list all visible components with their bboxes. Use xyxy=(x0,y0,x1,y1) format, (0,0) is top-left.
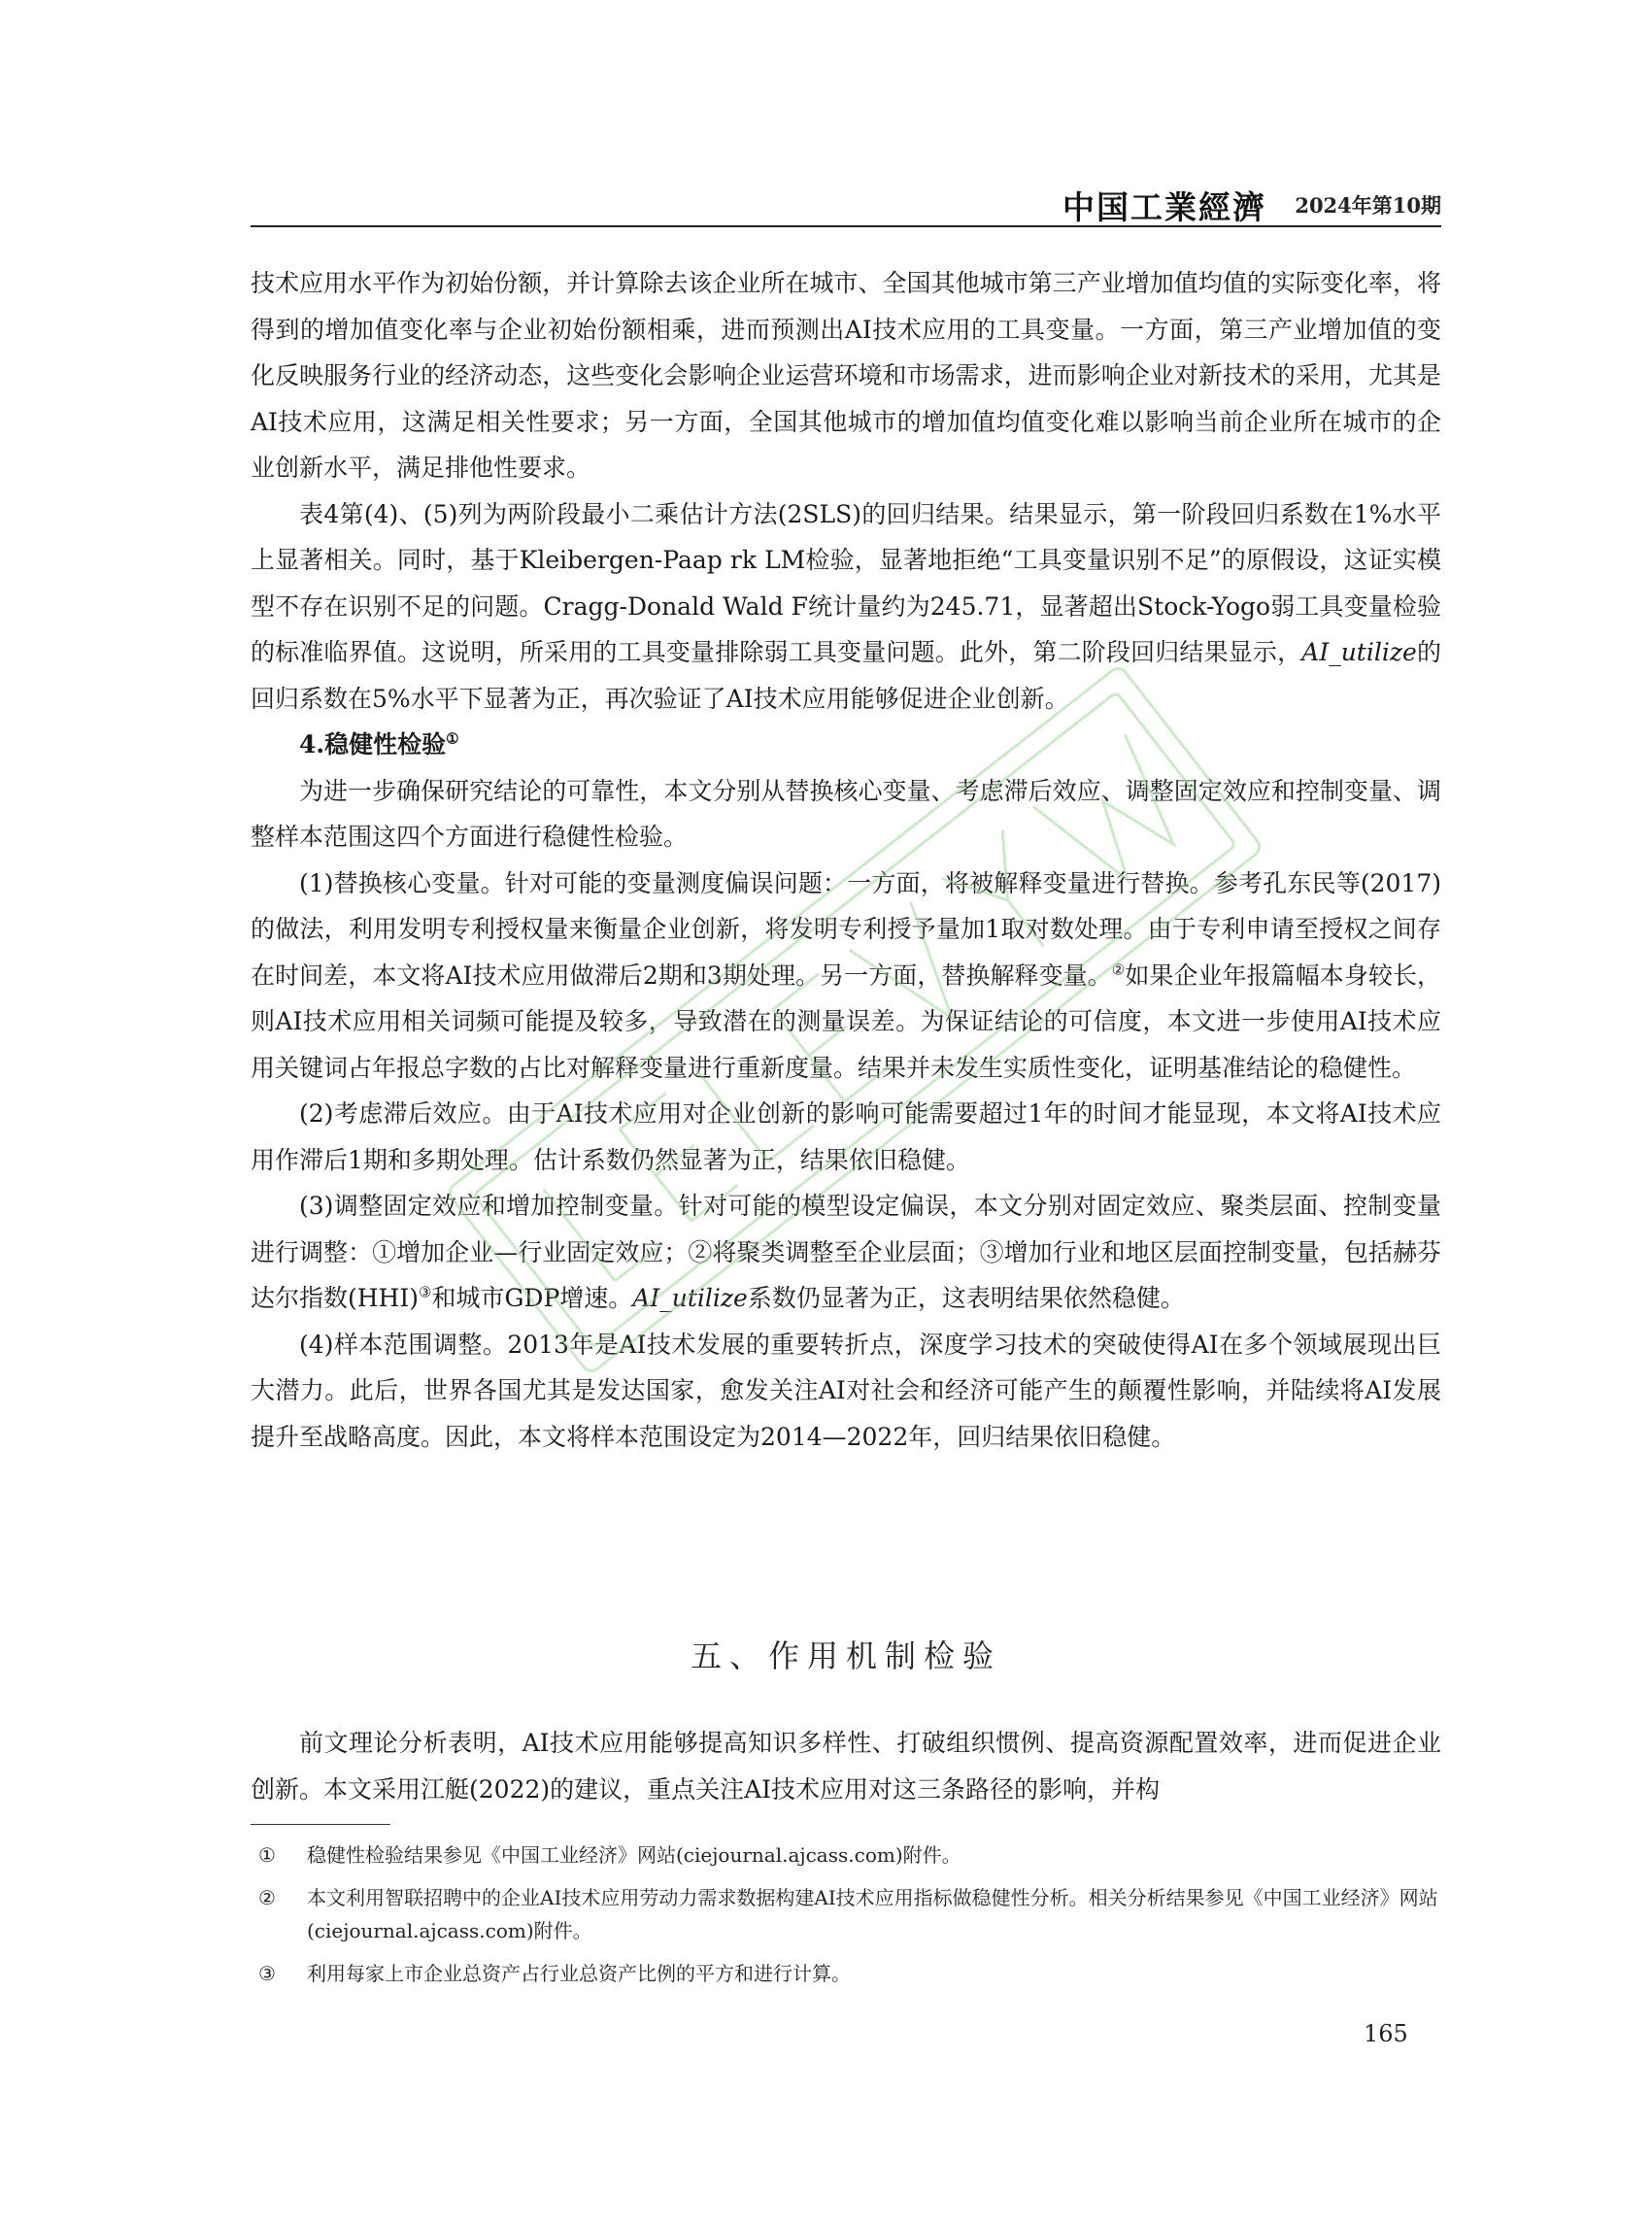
footnote-divider xyxy=(251,1824,390,1825)
paragraph-6-text-c: 系数仍显著为正，这表明结果依然稳健。 xyxy=(747,1284,1185,1312)
footnote-mark: ② xyxy=(258,1886,276,1909)
footnote-ref-3: ③ xyxy=(419,1283,432,1301)
variable-ai-utilize: AI_utilize xyxy=(632,1284,748,1312)
section-heading: 五、作用机制检验 xyxy=(690,1637,1001,1674)
footnotes xyxy=(251,1838,1441,2000)
paragraph-1: 技术应用水平作为初始份额，并计算除去该企业所在城市、全国其他城市第三产业增加值均值的实际变化率，将得到的增加值变化率与企业初始份额相乘，进而预测出AI技术应用的工具变量。一方面，第三产业增加值的变化反映服务行业的经济动态，这些变化会影响企业运营环境和市场需求，进而影响企业对新技术的采用，尤其是AI技术应用，这满足相关性要求；另一方面，全国其他城市的增加值均值变化难以影响当前企业所在城市的企业创新水平，满足排他性要求。 xyxy=(251,269,1441,482)
paragraph-2-text-a: 表4第(4)、(5)列为两阶段最小二乘估计方法(2SLS)的回归结果。结果显示，第一阶段回归系数在1%水平上显著相关。同时，基于Kleibergen-Paap rk LM检验，显著地拒绝“工具变量识别不足”的原假设，这证实模型不存在识别不足的问题。Cragg-Donald Wald F统计量约为245.71，显著超出Stock-Yogo弱工具变量检验的标准临界值。这说明，所采用的工具变量排除弱工具变量问题。此外，第二阶段回归结果显示， xyxy=(251,499,1441,666)
footnote-mark: ① xyxy=(258,1843,276,1867)
main-text xyxy=(251,260,1441,1460)
paragraph-2 xyxy=(251,491,1441,723)
footnote-text: 稳健性检验结果参见《中国工业经济》网站(ciejournal.ajcass.com)附件。 xyxy=(307,1843,961,1867)
footnote-mark: ③ xyxy=(258,1962,276,1985)
page-number: 165 xyxy=(1364,2020,1408,2047)
paragraph-4-text-a: (1)替换核心变量。针对可能的变量测度偏误问题：一方面，将被解释变量进行替换。参考孔东民等(2017)的做法，利用发明专利授权量来衡量企业创新，将发明专利授予量加1取对数处理。由于专利申请至授权之间存在时间差，本文将AI技术应用做滞后2期和3期处理。另一方面，替换解释变量。 xyxy=(251,868,1441,990)
footnote-item xyxy=(251,1957,1441,1990)
paragraph-5: (2)考虑滞后效应。由于AI技术应用对企业创新的影响可能需要超过1年的时间才能显现，本文将AI技术应用作滞后1期和多期处理。估计系数仍然显著为正，结果依旧稳健。 xyxy=(251,1099,1441,1174)
paragraph-4-text-b: 如果企业年报篇幅本身较长，则AI技术应用相关词频可能提及较多，导致潜在的测量误差。为保证结论的可信度，本文进一步使用AI技术应用关键词占年报总字数的占比对解释变量进行重新度量。结果并未发生实质性变化，证明基准结论的稳健性。 xyxy=(251,961,1441,1082)
subsection-title: 4.稳健性检验 xyxy=(299,730,447,759)
paragraph-7: (4)样本范围调整。2013年是AI技术发展的重要转折点，深度学习技术的突破使得AI在多个领域展现出巨大潜力。此后，世界各国尤其是发达国家，愈发关注AI对社会和经济可能产生的颠覆性影响，并陆续将AI发展提升至战略高度。因此，本文将样本范围设定为2014—2022年，回归结果依旧稳健。 xyxy=(251,1330,1441,1451)
footnote-ref-2: ② xyxy=(1111,961,1126,979)
journal-name: 中国工業經濟 xyxy=(1062,188,1266,226)
paragraph-8: 前文理论分析表明，AI技术应用能够提高知识多样性、打破组织惯例、提高资源配置效率，进而促进企业创新。本文采用江艇(2022)的建议，重点关注AI技术应用对这三条路径的影响，并构 xyxy=(251,1729,1441,1804)
issue-label: 2024年第10期 xyxy=(1295,193,1441,218)
footnote-text: 利用每家上市企业总资产占行业总资产比例的平方和进行计算。 xyxy=(307,1962,851,1985)
paragraph-2-text-b: 的回归系数在5%水平下显著为正，再次验证了AI技术应用能够促进企业创新。 xyxy=(251,638,1441,713)
footnote-item xyxy=(251,1881,1441,1947)
paragraph-6 xyxy=(251,1183,1441,1322)
variable-ai-utilize: AI_utilize xyxy=(1301,638,1417,666)
running-header xyxy=(251,183,1441,227)
paragraph-4 xyxy=(251,860,1441,1092)
main-text-continued xyxy=(251,1720,1441,1812)
footnote-text: 本文利用智联招聘中的企业AI技术应用劳动力需求数据构建AI技术应用指标做稳健性分析。相关分析结果参见《中国工业经济》网站(ciejournal.ajcass.com)附件。 xyxy=(307,1886,1438,1942)
subsection-heading xyxy=(251,722,1441,768)
footnote-item xyxy=(251,1838,1441,1872)
paragraph-6-text-a: (3)调整固定效应和增加控制变量。针对可能的模型设定偏误，本文分别对固定效应、聚类层面、控制变量进行调整：①增加企业—行业固定效应；②将聚类调整至企业层面；③增加行业和地区层面控制变量，包括赫芬达尔指数(HHI) xyxy=(251,1192,1441,1312)
paragraph-6-text-b: 和城市GDP增速。 xyxy=(431,1284,633,1312)
paragraph-3: 为进一步确保研究结论的可靠性，本文分别从替换核心变量、考虑滞后效应、调整固定效应和控制变量、调整样本范围这四个方面进行稳健性检验。 xyxy=(251,776,1441,851)
footnote-ref-1: ① xyxy=(446,729,459,748)
